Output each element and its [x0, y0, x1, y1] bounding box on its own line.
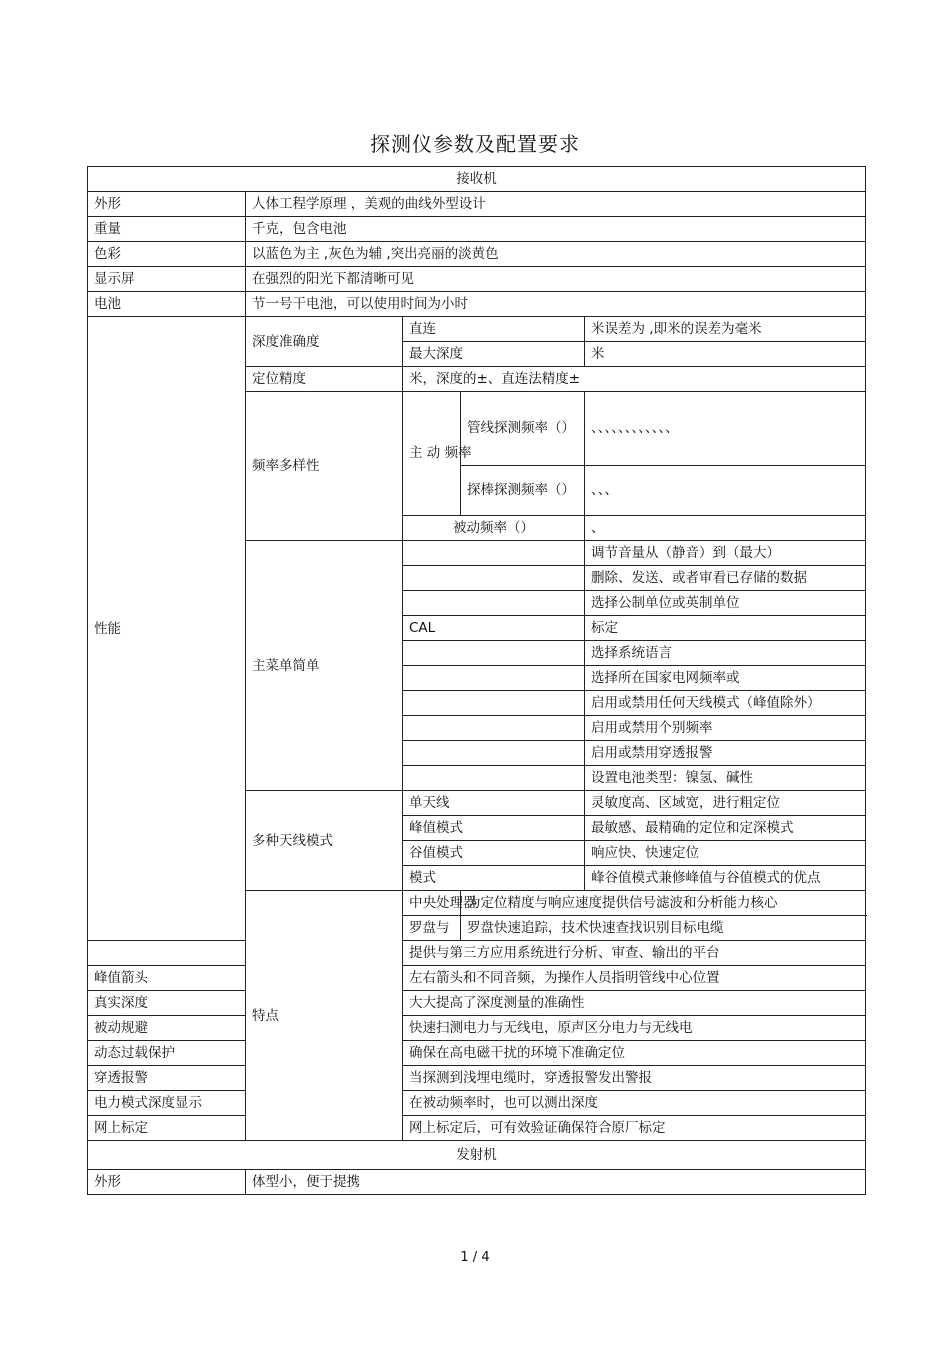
- menu-key: [403, 541, 585, 566]
- menu-key: [403, 691, 585, 716]
- depth-key: 最大深度: [403, 342, 585, 367]
- menu-value: 选择所在国家电网频率或: [585, 666, 866, 691]
- feature-key: 电力模式深度显示: [88, 1091, 246, 1116]
- table-row: [88, 1170, 866, 1195]
- table-row: [88, 1066, 866, 1091]
- menu-value: 启用或禁用任何天线模式（峰值除外）: [585, 691, 866, 716]
- table-row: [88, 991, 866, 1016]
- table-row: [88, 966, 866, 991]
- row-value: 在强烈的阳光下都清晰可见: [246, 267, 866, 292]
- page-title: 探测仪参数及配置要求: [370, 132, 580, 156]
- antenna-key: 峰值模式: [403, 816, 585, 841]
- feature-value: 为定位精度与响应速度提供信号滤波和分析能力核心: [461, 891, 866, 916]
- spec-table: [87, 166, 866, 1195]
- row-value: 体型小，便于提携: [246, 1170, 866, 1195]
- menu-key: [403, 641, 585, 666]
- table-row: [88, 267, 866, 292]
- table-row: [88, 1116, 866, 1141]
- feature-key: 真实深度: [88, 991, 246, 1016]
- page-number: 1 / 4: [460, 1250, 490, 1265]
- feature-key: 峰值箭头: [88, 966, 246, 991]
- menu-value: 标定: [585, 616, 866, 641]
- feature-key: 罗盘与: [403, 916, 461, 941]
- menu-value: 选择系统语言: [585, 641, 866, 666]
- feature-value: 在被动频率时，也可以测出深度: [403, 1091, 866, 1116]
- table-row: [88, 1041, 866, 1066]
- frequency-label: 频率多样性: [246, 392, 403, 541]
- feature-value: 提供与第三方应用系统进行分析、审查、输出的平台: [403, 941, 866, 966]
- table-row: [88, 292, 866, 317]
- antenna-value: 灵敏度高、区域宽，进行粗定位: [585, 791, 866, 816]
- feature-key: 动态过载保护: [88, 1041, 246, 1066]
- feature-value: 快速扫测电力与无线电，原声区分电力与无线电: [403, 1016, 866, 1041]
- row-value: 节一号干电池，可以使用时间为小时: [246, 292, 866, 317]
- menu-key: CAL: [403, 616, 585, 641]
- depth-value: 米误差为 ,即米的误差为毫米: [585, 317, 866, 342]
- positioning-label: 定位精度: [246, 367, 403, 392]
- table-row: [88, 317, 866, 342]
- feature-value: 左右箭头和不同音频，为操作人员指明管线中心位置: [403, 966, 866, 991]
- table-row: [88, 217, 866, 242]
- menu-key: [403, 741, 585, 766]
- table-row: [88, 1016, 866, 1041]
- feature-value: 罗盘快速追踪，技术快速查找识别目标电缆: [461, 916, 866, 941]
- table-row: [88, 192, 866, 217]
- receiver-heading: 接收机: [88, 167, 866, 192]
- antenna-key: 模式: [403, 866, 585, 891]
- feature-key: [88, 941, 246, 966]
- menu-value: 选择公制单位或英制单位: [585, 591, 866, 616]
- active-frequency-label: 主 动 频率: [403, 392, 461, 516]
- passive-frequency-values: 、: [585, 515, 866, 540]
- row-label: 电池: [88, 292, 246, 317]
- antenna-label: 多种天线模式: [246, 791, 403, 891]
- menu-key: [403, 716, 585, 741]
- antenna-key: 单天线: [403, 791, 585, 816]
- table-row: [88, 941, 866, 966]
- depth-accuracy-label: 深度准确度: [246, 317, 403, 367]
- positioning-value: 米，深度的±、直连法精度±: [403, 367, 866, 392]
- antenna-value: 峰谷值模式兼修峰值与谷值模式的优点: [585, 866, 866, 891]
- row-label: 色彩: [88, 242, 246, 267]
- depth-key: 直连: [403, 317, 585, 342]
- menu-value: 设置电池类型：镍氢、碱性: [585, 766, 866, 791]
- depth-value: 米: [585, 342, 866, 367]
- row-label: 外形: [88, 1170, 246, 1195]
- menu-value: 调节音量从（静音）到（最大）: [585, 541, 866, 566]
- row-label: 显示屏: [88, 267, 246, 292]
- table-row: [88, 1091, 866, 1116]
- passive-frequency-label: 被动频率（）: [403, 515, 585, 540]
- menu-label: 主菜单简单: [246, 541, 403, 791]
- antenna-value: 响应快、快速定位: [585, 841, 866, 866]
- feature-key: 穿透报警: [88, 1066, 246, 1091]
- menu-value: 启用或禁用穿透报警: [585, 741, 866, 766]
- feature-value: 当探测到浅埋电缆时，穿透报警发出警报: [403, 1066, 866, 1091]
- transmitter-heading: 发射机: [88, 1141, 866, 1170]
- row-value: 人体工程学原理 ，美观的曲线外型设计: [246, 192, 866, 217]
- menu-key: [403, 566, 585, 591]
- feature-value: 确保在高电磁干扰的环境下准确定位: [403, 1041, 866, 1066]
- antenna-key: 谷值模式: [403, 841, 585, 866]
- row-label: 外形: [88, 192, 246, 217]
- table-row: [88, 242, 866, 267]
- feature-key: 被动规避: [88, 1016, 246, 1041]
- menu-value: 删除、发送、或者审看已存储的数据: [585, 566, 866, 591]
- feature-value: 网上标定后，可有效验证确保符合原厂标定: [403, 1116, 866, 1141]
- menu-key: [403, 591, 585, 616]
- menu-key: [403, 666, 585, 691]
- rod-frequency-values: 、、、: [585, 465, 866, 515]
- menu-key: [403, 766, 585, 791]
- row-label: 重量: [88, 217, 246, 242]
- menu-value: 启用或禁用个别频率: [585, 716, 866, 741]
- features-label: 特点: [246, 891, 403, 1141]
- rod-frequency-label: 探棒探测频率（）: [461, 465, 585, 515]
- antenna-value: 最敏感、最精确的定位和定深模式: [585, 816, 866, 841]
- pipe-frequency-label: 管线探测频率（）: [461, 392, 585, 466]
- row-value: 以蓝色为主 ,灰色为辅 ,突出亮丽的淡黄色: [246, 242, 866, 267]
- row-value: 千克，包含电池: [246, 217, 866, 242]
- feature-key: 网上标定: [88, 1116, 246, 1141]
- feature-value: 大大提高了深度测量的准确性: [403, 991, 866, 1016]
- feature-key: 中央处理器: [403, 891, 461, 916]
- pipe-frequency-values: 、、、、、、、、、、、、: [585, 392, 866, 466]
- performance-label: 性能: [88, 317, 246, 941]
